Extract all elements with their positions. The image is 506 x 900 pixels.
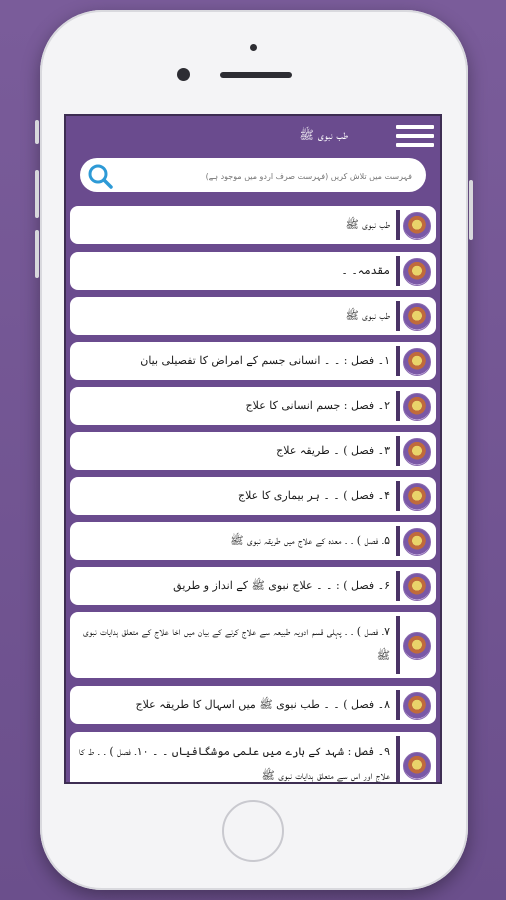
- home-button[interactable]: [222, 800, 284, 862]
- search-bar: [80, 158, 426, 192]
- book-cover-icon: [403, 438, 431, 466]
- divider-bar: [396, 736, 400, 784]
- list-item[interactable]: [70, 477, 436, 515]
- app-screen: [64, 114, 442, 784]
- book-cover-icon: [403, 692, 431, 720]
- list-item[interactable]: [70, 567, 436, 605]
- chapter-title: مقدمہ۔ ۔: [341, 264, 390, 277]
- list-item[interactable]: [70, 686, 436, 724]
- divider-bar: [396, 616, 400, 674]
- app-bar: [66, 116, 440, 160]
- book-cover-icon: [403, 483, 431, 511]
- book-cover-icon: [403, 752, 431, 780]
- front-camera: [177, 68, 190, 81]
- chapter-title: ۲۔ فصل : جسم انسانی کا علاج: [245, 399, 390, 412]
- book-cover-icon: [403, 632, 431, 660]
- chapter-title: ۶۔ فصل ) : ۔ ۔ علاج نبوی ﷺ کے انداز و طریق: [173, 579, 390, 592]
- book-cover-icon: [403, 348, 431, 376]
- list-item[interactable]: [70, 342, 436, 380]
- search-icon[interactable]: [86, 162, 114, 190]
- volume-up-button: [35, 170, 39, 218]
- list-item[interactable]: [70, 252, 436, 290]
- app-title: طب نبوی ﷺ: [299, 128, 348, 142]
- book-cover-icon: [403, 212, 431, 240]
- divider-bar: [396, 571, 400, 601]
- chapter-title: طب نبوی ﷺ: [345, 218, 390, 231]
- proximity-sensor: [250, 44, 257, 51]
- chapter-title: ۸۔ فصل ) ۔ ۔ طب نبوی ﷺ میں اسہال کا طریقہ علاج: [135, 698, 390, 711]
- divider-bar: [396, 436, 400, 466]
- volume-button: [35, 120, 39, 144]
- list-item[interactable]: [70, 297, 436, 335]
- chapter-title: ۳۔ فصل ) ۔ طریقہ علاج: [276, 444, 390, 457]
- chapter-title: ۱۔ فصل : ۔ ۔ انسانی جسم کے امراض کا تفصیلی بیان: [140, 354, 390, 367]
- list-item[interactable]: [70, 732, 436, 784]
- chapter-title: ۵۔ فصل ) ۔ ۔ معدہ کے علاج میں طریقہ نبوی ﷺ: [230, 534, 390, 547]
- list-item[interactable]: [70, 432, 436, 470]
- list-item[interactable]: [70, 522, 436, 560]
- divider-bar: [396, 481, 400, 511]
- divider-bar: [396, 301, 400, 331]
- list-item[interactable]: [70, 206, 436, 244]
- search-input[interactable]: [120, 164, 414, 188]
- divider-bar: [396, 256, 400, 286]
- earpiece-speaker: [220, 72, 292, 78]
- divider-bar: [396, 210, 400, 240]
- hamburger-menu-icon[interactable]: [396, 125, 434, 149]
- chapter-title: ۹۔ فصل : شہد کے بارے میں علمی موشگافیاں ۔ ۔ ۱۰۔ فصل ) ۔ ۔ ط کا علاج اور اس سے متعلق ہدایات نبوی ﷺ: [78, 745, 390, 782]
- list-item[interactable]: [70, 387, 436, 425]
- volume-down-button: [35, 230, 39, 278]
- book-cover-icon: [403, 258, 431, 286]
- book-cover-icon: [403, 573, 431, 601]
- chapter-title: طب نبوی ﷺ: [345, 309, 390, 322]
- divider-bar: [396, 346, 400, 376]
- chapter-title: ۷۔ فصل ) ۔ ۔ پہلی قسم ادویہ طبیعہ سے علاج کرنے کے بیان میں اخا علاج کے متعلق ہدایات نبوی ﷺ: [83, 625, 390, 662]
- book-cover-icon: [403, 393, 431, 421]
- power-button: [469, 180, 473, 240]
- divider-bar: [396, 391, 400, 421]
- divider-bar: [396, 690, 400, 720]
- divider-bar: [396, 526, 400, 556]
- book-cover-icon: [403, 528, 431, 556]
- chapter-title: ۴۔ فصل ) ۔ ۔ ہر بیماری کا علاج: [238, 489, 390, 502]
- book-cover-icon: [403, 303, 431, 331]
- list-item[interactable]: [70, 612, 436, 678]
